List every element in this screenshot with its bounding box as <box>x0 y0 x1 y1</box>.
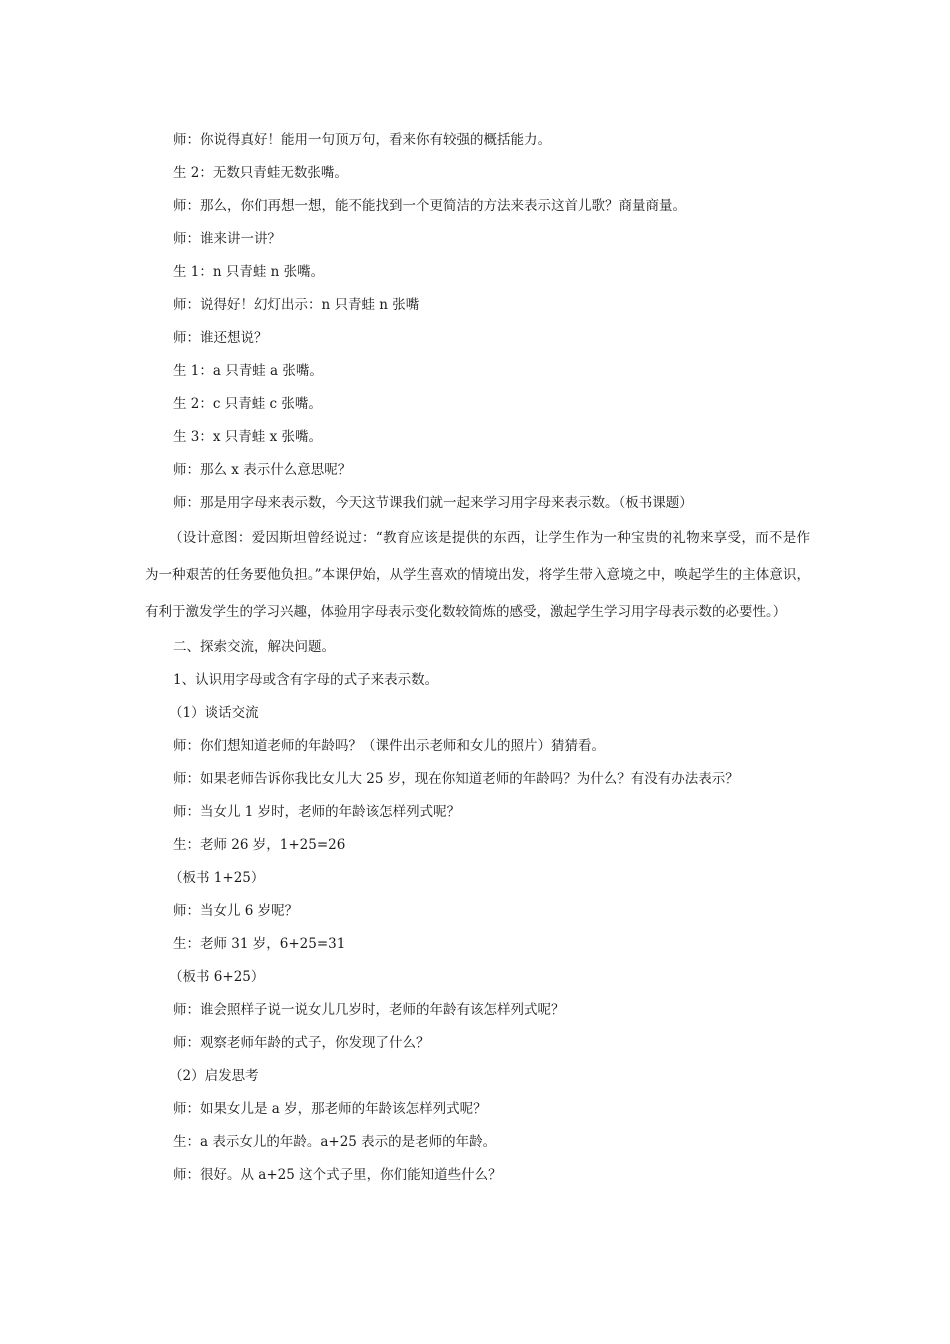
dialogue-line: 师：很好。从 a+25 这个式子里，你们能知道些什么？ <box>173 1167 502 1183</box>
board-note: （板书 6+25） <box>169 969 265 985</box>
dialogue-line: 师：说得好！幻灯出示：n 只青蛙 n 张嘴 <box>173 297 420 313</box>
dialogue-line: 生：老师 26 岁，1+25=26 <box>173 837 346 853</box>
subsection-heading: 1、认识用字母或含有字母的式子来表示数。 <box>173 672 439 688</box>
dialogue-line: 师：如果女儿是 a 岁，那老师的年龄该怎样列式呢？ <box>173 1101 487 1117</box>
dialogue-line: 师：观察老师年龄的式子，你发现了什么？ <box>173 1035 430 1051</box>
dialogue-line: 师：如果老师告诉你我比女儿大 25 岁，现在你知道老师的年龄吗？为什么？有没有办法表示？ <box>173 771 739 787</box>
dialogue-line: 师：当女儿 1 岁时，老师的年龄该怎样列式呢？ <box>173 804 461 820</box>
design-intent-paragraph: （设计意图：爱因斯坦曾经说过：“教育应该是提供的东西，让学生作为一种宝贵的礼物来享受，而不是作为一种艰苦的任务要他负担。”本课伊始，从学生喜欢的情境出发，将学生带入意境之中，唤起学生的主体意识，有利于激发学生的学习兴趣，体验用字母表示变化数较简炼的感受，激起学生学习用字母表示数的必要性。） <box>145 530 810 620</box>
dialogue-line: 师：谁来讲一讲？ <box>173 231 281 247</box>
dialogue-line: 生 1：a 只青蛙 a 张嘴。 <box>173 363 323 379</box>
section-heading: 二、探索交流，解决问题。 <box>173 639 335 655</box>
dialogue-line: 生 2：c 只青蛙 c 张嘴。 <box>173 396 322 412</box>
dialogue-line: 生：老师 31 岁，6+25=31 <box>173 936 346 952</box>
dialogue-line: 师：你们想知道老师的年龄吗？（课件出示老师和女儿的照片）猜猜看。 <box>173 738 605 754</box>
dialogue-line: 生 1：n 只青蛙 n 张嘴。 <box>173 264 325 280</box>
dialogue-line: 生 3：x 只青蛙 x 张嘴。 <box>173 429 322 445</box>
dialogue-line: 师：你说得真好！能用一句顶万句，看来你有较强的概括能力。 <box>173 132 551 148</box>
dialogue-line: 师：那么，你们再想一想，能不能找到一个更简洁的方法来表示这首儿歌？商量商量。 <box>173 198 686 214</box>
dialogue-line: 师：谁还想说？ <box>173 330 268 346</box>
dialogue-line: 生 2：无数只青蛙无数张嘴。 <box>173 165 348 181</box>
board-note: （板书 1+25） <box>169 870 265 886</box>
document-body <box>145 124 810 1192</box>
subsection-heading: （2）启发思考 <box>169 1068 259 1084</box>
subsection-heading: （1）谈话交流 <box>169 705 259 721</box>
dialogue-line: 师：那是用字母来表示数，今天这节课我们就一起来学习用字母来表示数。（板书课题） <box>173 495 693 511</box>
dialogue-line: 师：谁会照样子说一说女儿几岁时，老师的年龄有该怎样列式呢？ <box>173 1002 565 1018</box>
dialogue-line: 师：那么 x 表示什么意思呢？ <box>173 462 352 478</box>
dialogue-line: 生：a 表示女儿的年龄。a+25 表示的是老师的年龄。 <box>173 1134 497 1150</box>
dialogue-line: 师：当女儿 6 岁呢？ <box>173 903 299 919</box>
